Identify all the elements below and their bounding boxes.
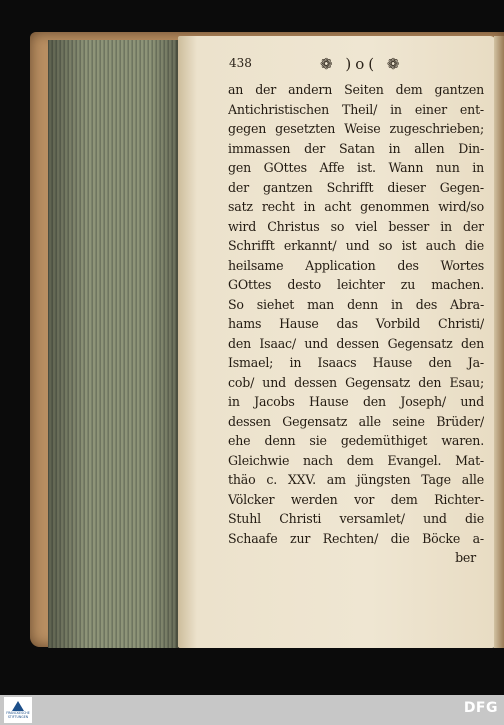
text-line: hams Hause das Vorbild Christi/ <box>228 316 484 331</box>
text-line: Völcker werden vor dem Richter- <box>228 491 484 507</box>
text-line: satz recht in acht genommen wird/so <box>228 199 484 214</box>
text-line: wird Christus so viel besser in der <box>228 218 484 234</box>
text-line: Stuhl Christi versamlet/ und die <box>228 511 484 526</box>
text-line: in Jacobs Hause den Joseph/ und <box>228 394 484 409</box>
text-line: gegen gesetzten Weise zugeschrieben; <box>228 121 484 136</box>
header-ornament: ❁ )o( ❁ <box>320 55 404 73</box>
text-line: Ismael; in Isaacs Hause den Ja- <box>228 355 484 370</box>
text-line: thäo c. XXV. am jüngsten Tage alle <box>228 472 484 487</box>
text-line: Schaafe zur Rechten/ die Böcke a- <box>228 530 484 546</box>
institution-logo[interactable] <box>4 697 32 723</box>
fore-edge-shadow <box>48 40 176 648</box>
text-line: heilsame Application des Wortes <box>228 257 484 273</box>
text-line: Gleichwie nach dem Evangel. Mat- <box>228 452 484 468</box>
dfg-logo[interactable]: DFG <box>463 700 498 716</box>
page-text-block <box>228 80 484 568</box>
text-line: den Isaac/ und dessen Gegensatz den <box>228 335 484 351</box>
institution-logo-icon <box>12 701 24 711</box>
text-line: GOttes desto leichter zu machen. <box>228 277 484 292</box>
text-line: dessen Gegensatz alle seine Brüder/ <box>228 413 484 429</box>
text-line: der gantzen Schrifft dieser Gegen- <box>228 179 484 195</box>
page-number: 438 <box>229 56 252 70</box>
viewer-footer <box>0 695 504 725</box>
text-line: ehe denn sie gedemüthiget waren. <box>228 433 484 448</box>
text-line: So siehet man denn in des Abra- <box>228 296 484 312</box>
catchword: ber <box>455 550 476 565</box>
page-right-edge <box>494 36 504 648</box>
text-line: cob/ und dessen Gegensatz den Esau; <box>228 374 484 390</box>
text-line: Antichristischen Theil/ in einer ent- <box>228 101 484 117</box>
text-line: gen GOttes Affe ist. Wann nun in <box>228 160 484 175</box>
text-line: an der andern Seiten dem gantzen <box>228 82 484 97</box>
institution-logo-text: FRANCKESCHE STIFTUNGEN <box>6 711 30 719</box>
text-line: immassen der Satan in allen Din- <box>228 140 484 156</box>
text-line: Schrifft erkannt/ und so ist auch die <box>228 238 484 253</box>
